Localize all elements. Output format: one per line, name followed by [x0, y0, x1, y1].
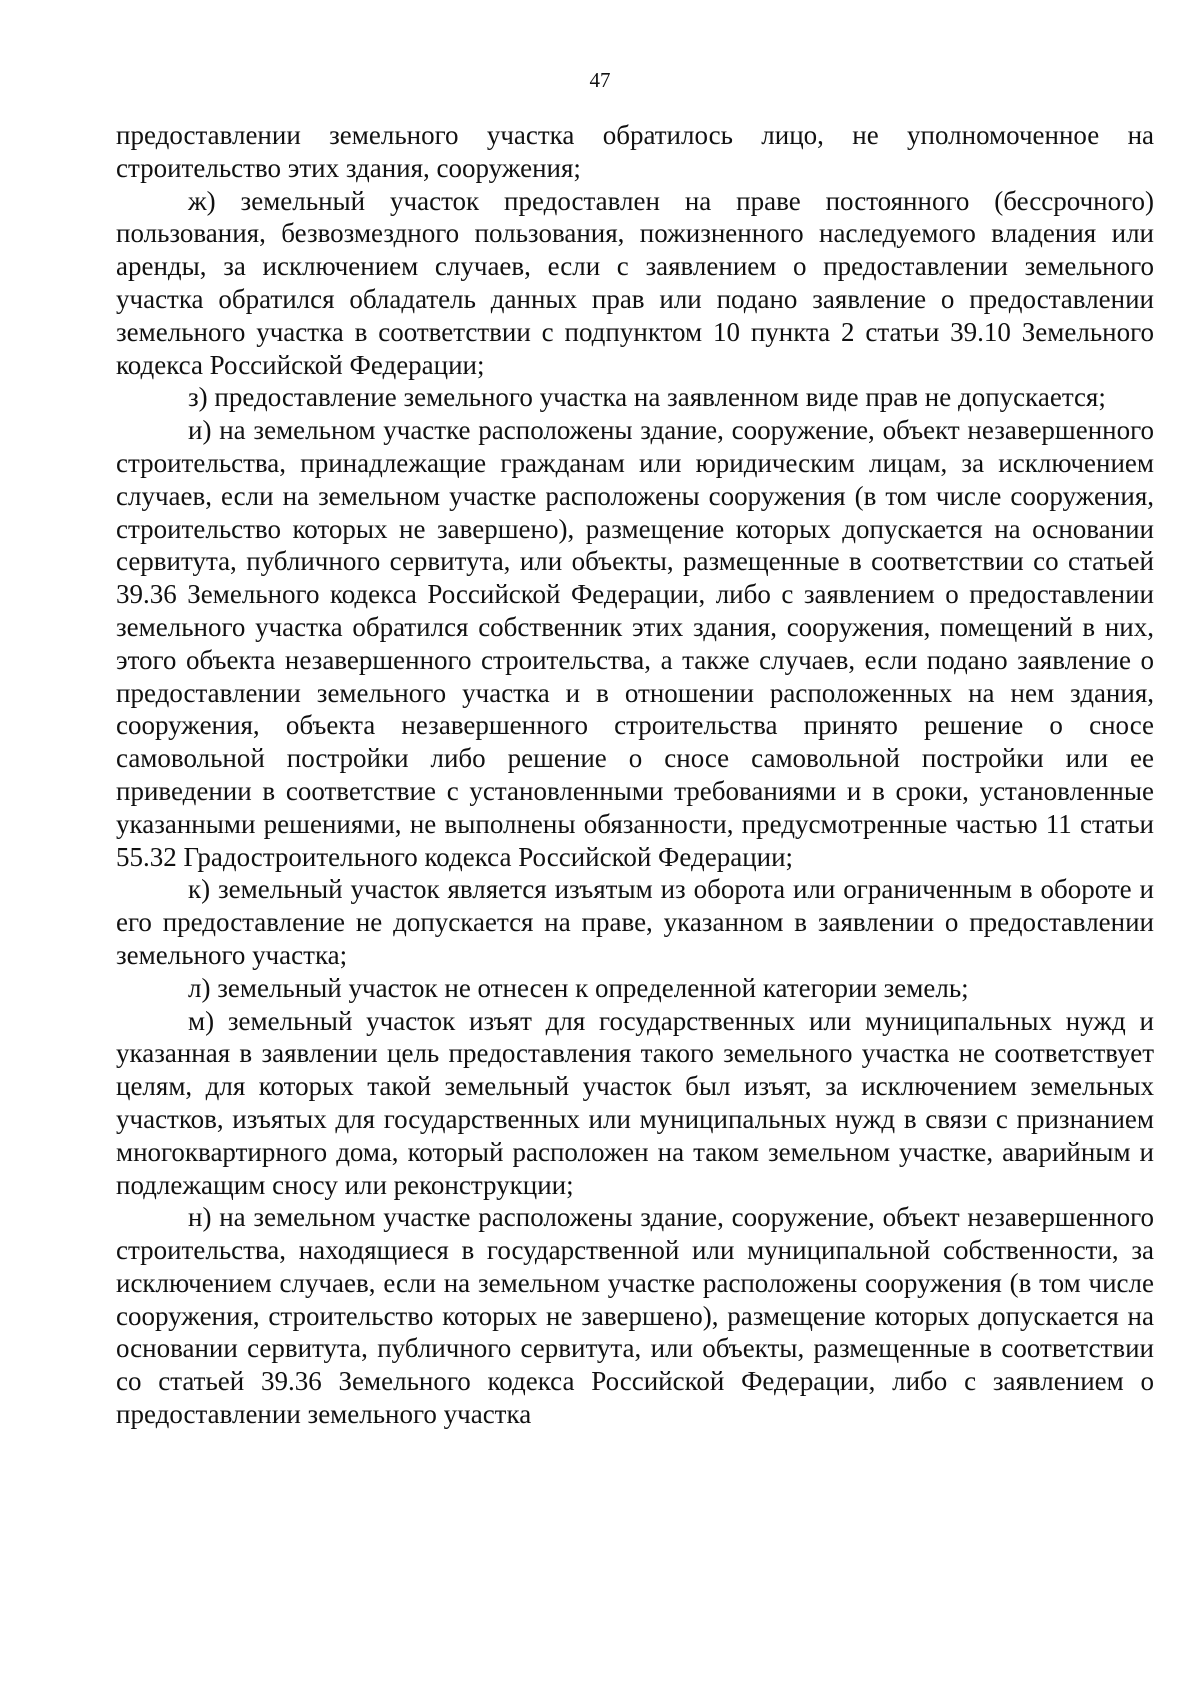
paragraph-item-l: л) земельный участок не отнесен к определенной категории земель; — [188, 972, 969, 1003]
page-number: 47 — [589, 68, 611, 92]
paragraph-item-z: з) предоставление земельного участка на заявленном виде прав не допускается; — [188, 382, 1106, 413]
paragraph-item-m: м) земельный участок изъят для государственных или муниципальных нужд и указанная в заявлении цель предоставления такого земельного участка не соответствует целям, для которых такой земельный участок был изъят, за исключением земельных участков, изъятых для государственных или муниципальных нужд в связи с признанием многоквартирного дома, который расположен на таком земельном участке, аварийным и подлежащим сносу или реконструкции; — [116, 1005, 1154, 1200]
document-body — [116, 119, 1154, 1431]
paragraph-item-i: и) на земельном участке расположены здание, сооружение, объект незавершенного строительства, принадлежащие гражданам или юридическим лицам, за исключением случаев, если на земельном участке расположены сооружения (в том числе сооружения, строительство которых не завершено), размещение которых допускается на основании сервитута, публичного сервитута, или объекты, размещенные в соответствии со статьей 39.36 Земельного кодекса Российской Федерации, либо с заявлением о предоставлении земельного участка обратился собственник этих здания, сооружения, помещений в них, этого объекта незавершенного строительства, а также случаев, если подано заявление о предоставлении земельного участка и в отношении расположенных на нем здания, сооружения, объекта незавершенного строительства принято решение о сносе самовольной постройки либо решение о сносе самовольной постройки или ее приведении в соответствие с установленными требованиями и в сроки, установленные указанными решениями, не выполнены обязанности, предусмотренные частью 11 статьи 55.32 Градостроительного кодекса Российской Федерации; — [116, 415, 1154, 872]
paragraph-item-n: н) на земельном участке расположены здание, сооружение, объект незавершенного строительства, находящиеся в государственной или муниципальной собственности, за исключением случаев, если на земельном участке расположены сооружения (в том числе сооружения, строительство которых не завершено), размещение которых допускается на основании сервитута, публичного сервитута, или объекты, размещенные в соответствии со статьей 39.36 Земельного кодекса Российской Федерации, либо с заявлением о предоставлении земельного участка — [116, 1202, 1154, 1430]
paragraph-continuation: предоставлении земельного участка обратилось лицо, не уполномоченное на строительство этих здания, сооружения; — [116, 120, 1154, 183]
paragraph-item-zh: ж) земельный участок предоставлен на праве постоянного (бессрочного) пользования, безвозмездного пользования, пожизненного наследуемого владения или аренды, за исключением случаев, если с заявлением о предоставлении земельного участка обратился обладатель данных прав или подано заявление о предоставлении земельного участка в соответствии с подпунктом 10 пункта 2 статьи 39.10 Земельного кодекса Российской Федерации; — [116, 185, 1154, 380]
paragraph-item-k: к) земельный участок является изъятым из оборота или ограниченным в обороте и его предоставление не допускается на праве, указанном в заявлении о предоставлении земельного участка; — [116, 874, 1154, 970]
